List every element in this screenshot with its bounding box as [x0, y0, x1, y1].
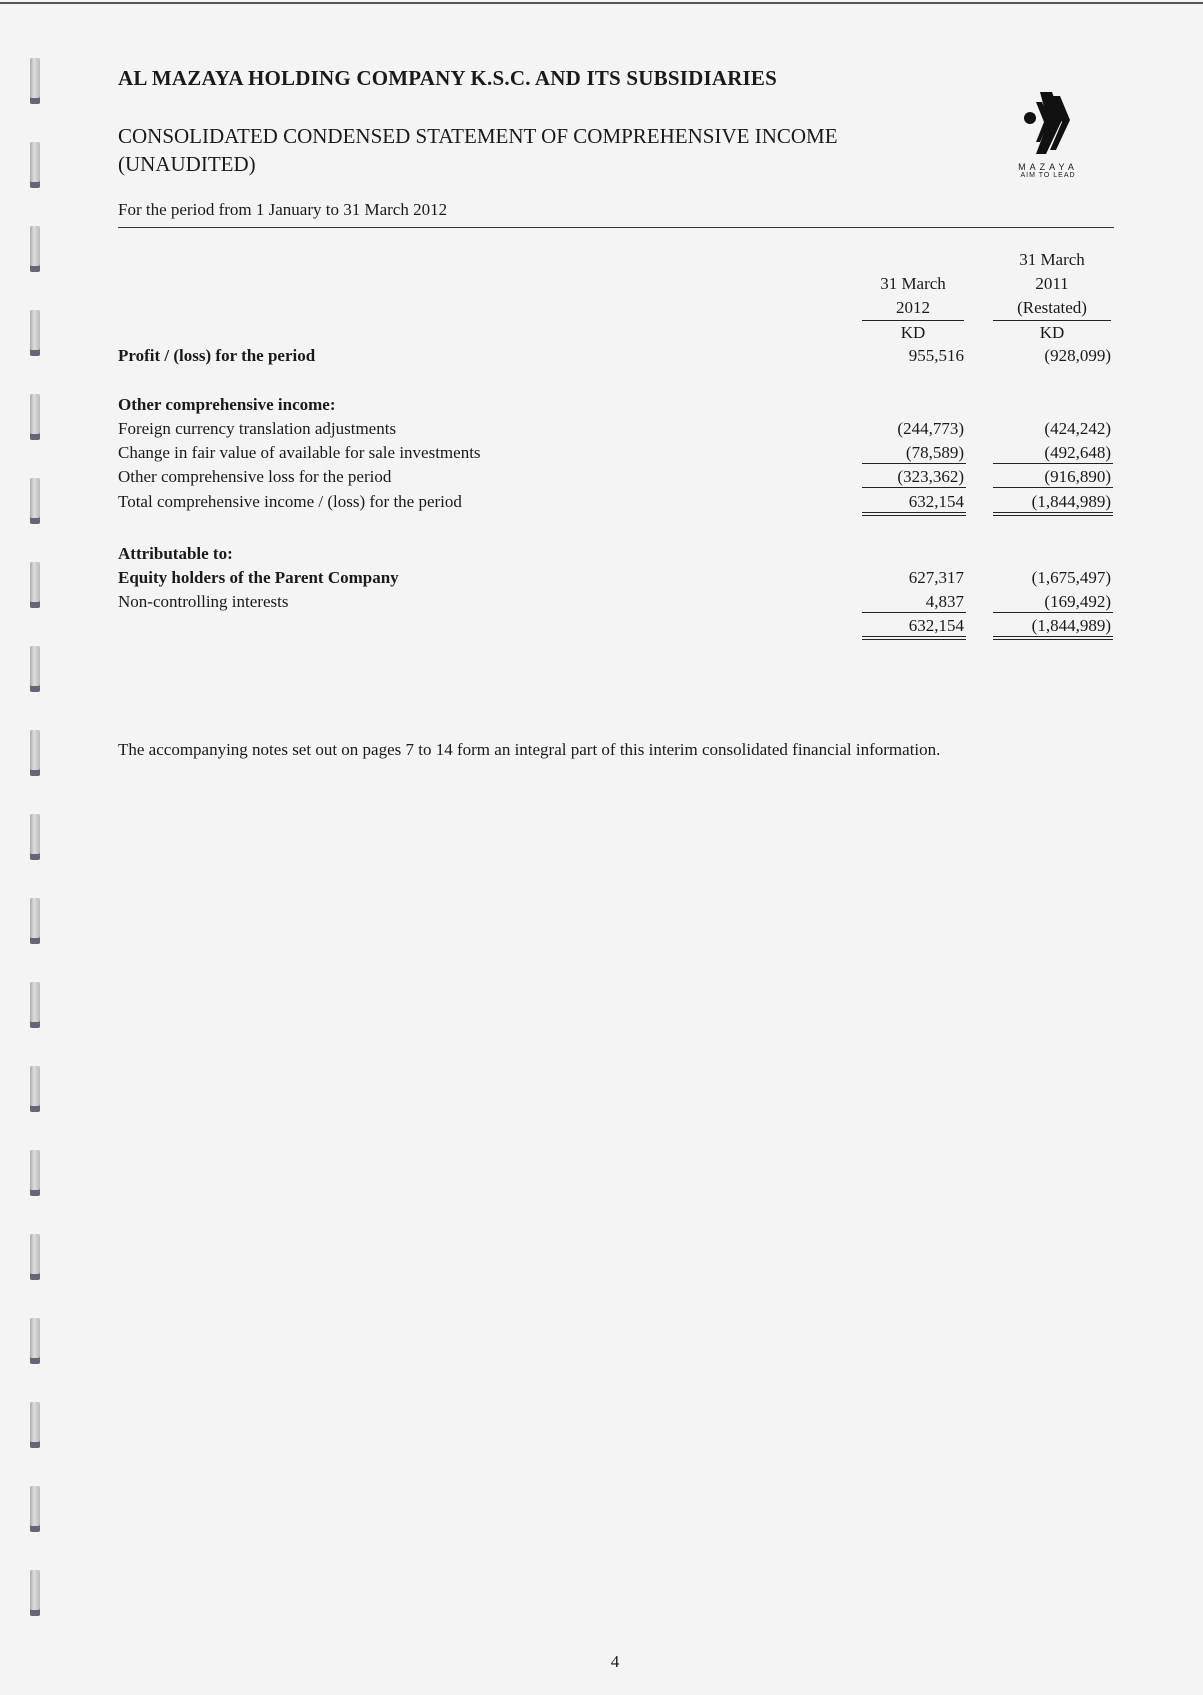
row-label: Total comprehensive income / (loss) for the period — [118, 492, 462, 511]
row-equity — [118, 568, 1114, 592]
column-2011-line1: 31 March — [1019, 250, 1085, 269]
binder-hole — [30, 1150, 40, 1196]
logo-tagline: AIM TO LEAD — [1020, 172, 1076, 179]
binder-hole — [30, 394, 40, 440]
row-oci-heading — [118, 395, 1114, 419]
column-2011-unit: KD — [1039, 323, 1065, 342]
binder-hole — [30, 1066, 40, 1112]
logo-name: MAZAYA — [1018, 162, 1078, 172]
binder-hole — [30, 1402, 40, 1448]
mazaya-logo-icon — [1018, 80, 1078, 160]
section-heading: Attributable to: — [118, 544, 233, 563]
row-nci — [118, 592, 1114, 616]
value-2012: 4,837 — [862, 592, 966, 613]
value-2011: (916,890) — [993, 467, 1113, 488]
row-attr-total — [118, 616, 1114, 640]
binder-hole — [30, 1570, 40, 1616]
header-rule — [118, 227, 1114, 228]
column-2012-year: 2012 — [862, 296, 964, 321]
binder-hole — [30, 562, 40, 608]
value-2012: 632,154 — [862, 616, 966, 640]
binder-hole — [30, 478, 40, 524]
binder-hole — [30, 142, 40, 188]
value-2011: (169,492) — [993, 592, 1113, 613]
row-label: Profit / (loss) for the period — [118, 346, 316, 365]
column-2011-restated: (Restated) — [993, 296, 1111, 321]
value-2011: (1,844,989) — [993, 492, 1113, 516]
value-2011: (1,844,989) — [993, 616, 1113, 640]
value-2011: (424,242) — [1044, 419, 1111, 438]
column-2012-line1: 31 March — [880, 274, 946, 293]
row-attr-heading — [118, 544, 1114, 568]
binder-hole — [30, 1318, 40, 1364]
row-label: Other comprehensive loss for the period — [118, 467, 392, 486]
period-text: For the period from 1 January to 31 March 2012 — [118, 200, 448, 219]
section-heading: Other comprehensive income: — [118, 395, 336, 414]
column-2012-unit: KD — [900, 323, 926, 342]
value-2011: (492,648) — [993, 443, 1113, 464]
column-2011-year: 2011 — [1035, 274, 1069, 293]
value-2012: (323,362) — [862, 467, 966, 488]
row-label: Equity holders of the Parent Company — [118, 568, 399, 587]
binder-hole — [30, 226, 40, 272]
value-2012: (244,773) — [897, 419, 964, 438]
mazaya-logo — [1000, 80, 1096, 179]
value-2012: (78,589) — [862, 443, 966, 464]
notes-reference: The accompanying notes set out on pages 7 to 14 form an integral part of this interim consolidated financial information. — [118, 740, 941, 759]
page-number: 4 — [610, 1652, 620, 1671]
column-header-2011 — [993, 248, 1111, 345]
binder-hole — [30, 814, 40, 860]
row-afs — [118, 443, 1114, 467]
column-header-2012 — [862, 272, 964, 345]
binder-hole — [30, 646, 40, 692]
binder-hole — [30, 730, 40, 776]
value-2012: 632,154 — [862, 492, 966, 516]
row-fx — [118, 419, 1114, 443]
statement-title: CONSOLIDATED CONDENSED STATEMENT OF COMPREHENSIVE INCOME (UNAUDITED) — [118, 124, 838, 176]
binder-holes — [30, 0, 50, 1695]
value-2011: (928,099) — [1044, 346, 1111, 365]
binder-hole — [30, 58, 40, 104]
value-2012: 627,317 — [908, 568, 964, 587]
row-total — [118, 492, 1114, 516]
row-oci-loss — [118, 467, 1114, 491]
binder-hole — [30, 982, 40, 1028]
value-2012: 955,516 — [908, 346, 964, 365]
binder-hole — [30, 1486, 40, 1532]
binder-hole — [30, 1234, 40, 1280]
value-2011: (1,675,497) — [1031, 568, 1111, 587]
company-title: AL MAZAYA HOLDING COMPANY K.S.C. AND ITS SUBSIDIARIES — [118, 66, 778, 90]
binder-hole — [30, 898, 40, 944]
row-profit — [118, 346, 1114, 370]
row-label: Foreign currency translation adjustments — [118, 419, 397, 438]
row-label: Non-controlling interests — [118, 592, 289, 611]
row-label: Change in fair value of available for sale investments — [118, 443, 481, 462]
top-border — [0, 2, 1203, 4]
binder-hole — [30, 310, 40, 356]
